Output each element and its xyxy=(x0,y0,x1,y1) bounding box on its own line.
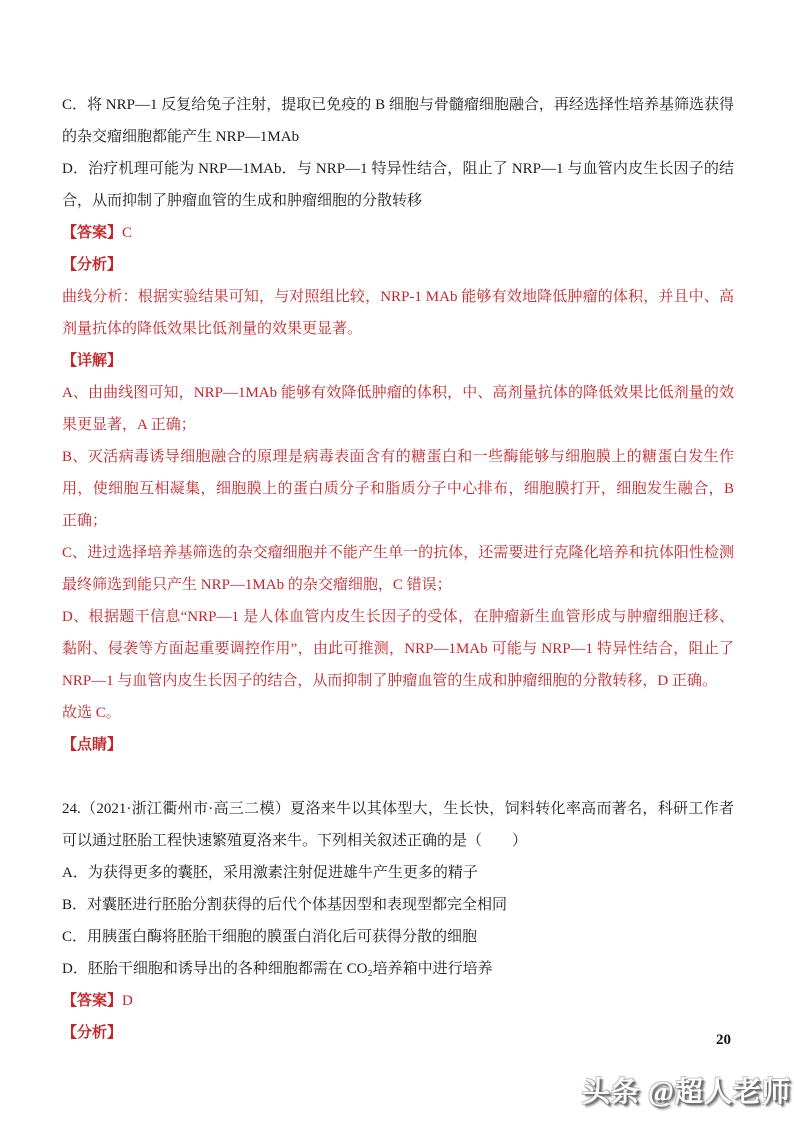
q23-detail-d: D、根据题干信息“NRP—1 是人体血管内皮生长因子的受体，在肿瘤新生血管形成与肿瘤细胞迁移、黏附、侵袭等方面起重要调控作用”，由此可推测，NRP—1MAb 可能与 NRP—1 特异性结合，阻止了 NRP—1 与血管内皮生长因子的结合，从而抑制了肿瘤血管的生成和肿瘤细胞的分散转移，D 正确。 xyxy=(62,609,734,689)
q24-answer-label: 【答案】 xyxy=(62,993,123,1009)
q23-detail-heading: 【详解】 xyxy=(62,353,123,369)
q24-option-c: C．用胰蛋白酶将胚胎干细胞的膜蛋白消化后可获得分散的细胞 xyxy=(62,929,478,945)
q23-detail-a: A、由曲线图可知，NRP—1MAb 能够有效降低肿瘤的体积，中、高剂量抗体的降低效果比低剂量的效果更显著，A 正确； xyxy=(62,385,734,433)
q23-answer-value: C xyxy=(122,225,133,241)
q23-analysis-heading: 【分析】 xyxy=(62,257,123,273)
page-number: 20 xyxy=(716,1032,731,1048)
q23-answer-line xyxy=(62,217,734,249)
q23-detail-b: B、灭活病毒诱导细胞融合的原理是病毒表面含有的糖蛋白和一些酶能够与细胞膜上的糖蛋白发生作用，使细胞互相凝集，细胞膜上的蛋白质分子和脂质分子中心排布，细胞膜打开，细胞发生融合，B 正确； xyxy=(62,449,734,529)
watermark: 头条 @超人老师 xyxy=(581,1077,791,1108)
q24-stem: 24.（2021·浙江衢州市·高三二模）夏洛来牛以其体型大，生长快，饲料转化率高而著名，科研工作者可以通过胚胎工程快速繁殖夏洛来牛。下列相关叙述正确的是（ ） xyxy=(62,801,734,849)
q24-option-d: D．胚胎干细胞和诱导出的各种细胞都需在 CO₂培养箱中进行培养 xyxy=(62,961,493,977)
document-body xyxy=(62,89,734,1049)
paragraph-gap xyxy=(62,761,734,793)
q24-answer-value: D xyxy=(122,993,133,1009)
q24-option-b: B．对囊胚进行胚胎分割获得的后代个体基因型和表现型都完全相同 xyxy=(62,897,508,913)
q23-option-c: C．将 NRP—1 反复给兔子注射，提取已免疫的 B 细胞与骨髓瘤细胞融合，再经选择性培养基筛选获得的杂交瘤细胞都能产生 NRP—1MAb xyxy=(62,97,734,145)
q24-answer-line xyxy=(62,985,734,1017)
q24-option-a: A．为获得更多的囊胚，采用激素注射促进雄牛产生更多的精子 xyxy=(62,865,478,881)
q23-option-d: D．治疗机理可能为 NRP—1MAb．与 NRP—1 特异性结合，阻止了 NRP—1 与血管内皮生长因子的结合，从而抑制了肿瘤血管的生成和肿瘤细胞的分散转移 xyxy=(62,161,734,209)
q23-conclusion: 故选 C。 xyxy=(62,705,121,721)
q23-tip-heading: 【点睛】 xyxy=(62,737,123,753)
q23-detail-c: C、进过选择培养基筛选的杂交瘤细胞并不能产生单一的抗体，还需要进行克隆化培养和抗体阳性检测最终筛选到能只产生 NRP—1MAb 的杂交瘤细胞，C 错误； xyxy=(62,545,734,593)
q23-analysis-text: 曲线分析：根据实验结果可知，与对照组比较，NRP-1 MAb 能够有效地降低肿瘤的体积，并且中、高剂量抗体的降低效果比低剂量的效果更显著。 xyxy=(62,289,734,337)
q24-analysis-heading: 【分析】 xyxy=(62,1025,123,1041)
q23-answer-label: 【答案】 xyxy=(62,225,123,241)
